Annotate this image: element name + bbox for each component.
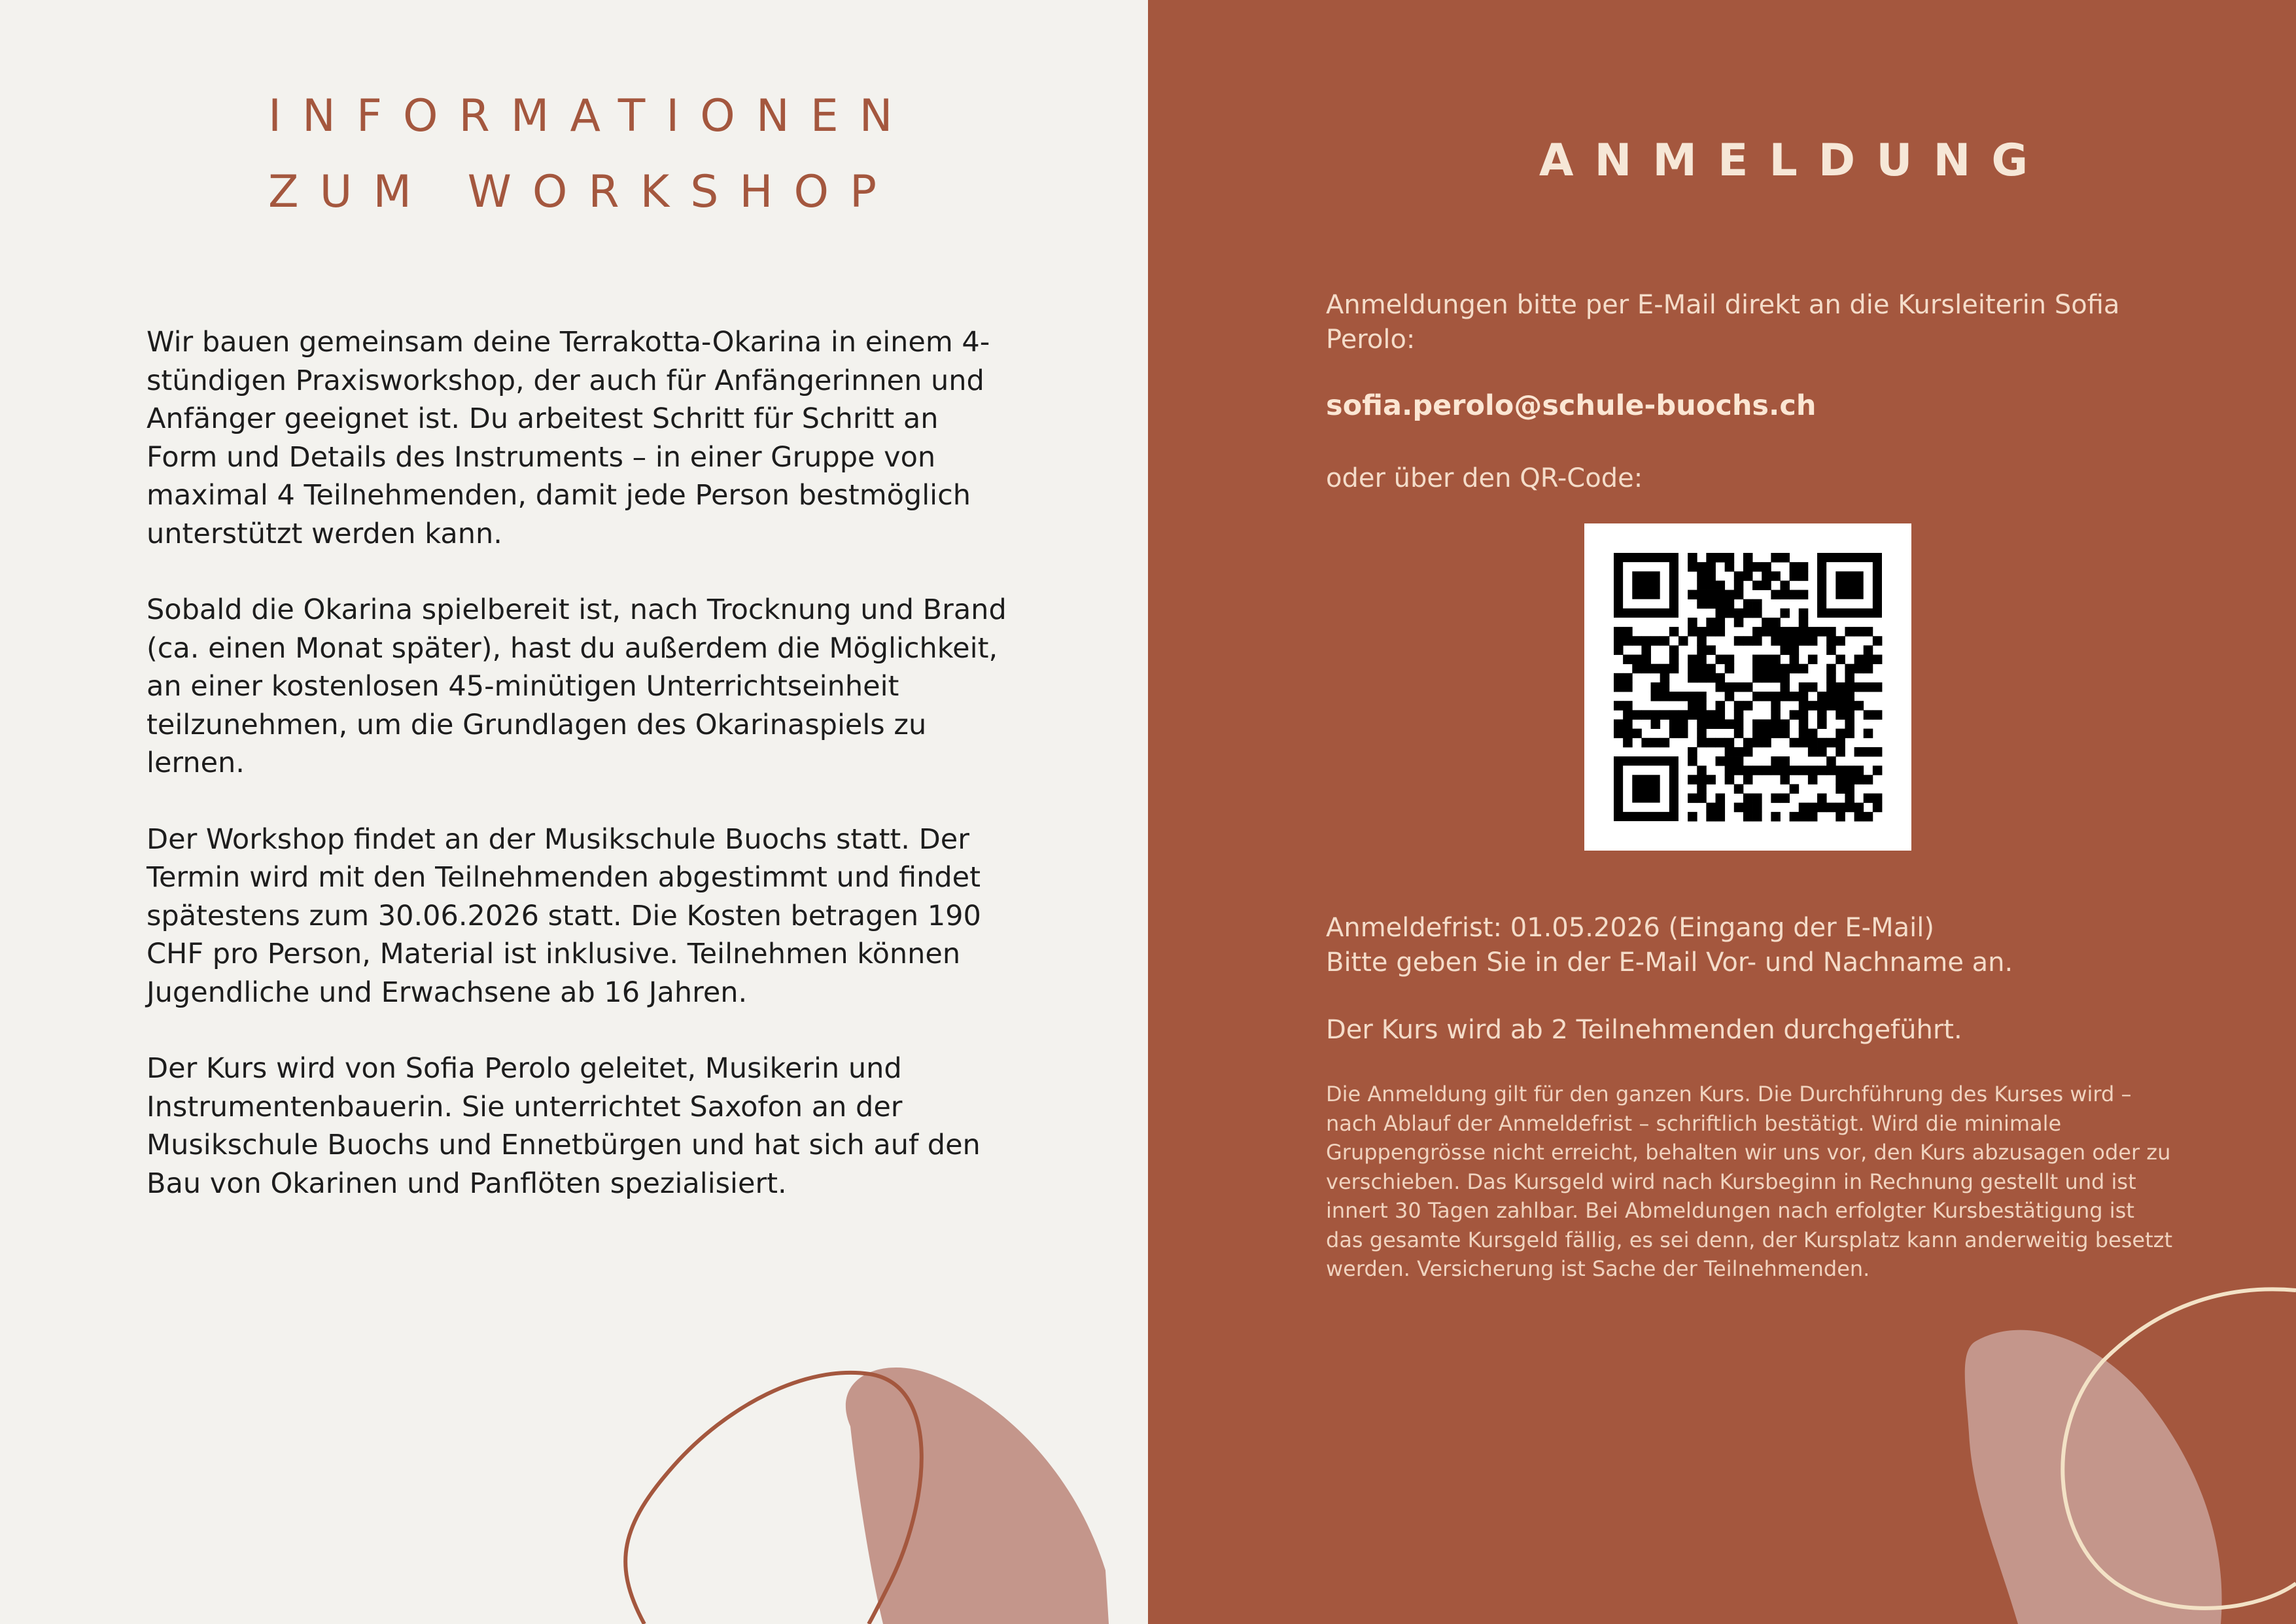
registration-fine-print: Die Anmeldung gilt für den ganzen Kurs. Die Durchführung des Kurses wird – nach Ablauf der Anmeldefrist – schriftlich bestätigt. Wird die minimale Gruppengrösse nicht erreicht, behalten wir uns vor, den Kurs abzusagen oder zu verschieben. Das Kursgeld wird nach Kursbeginn in Rechnung gestellt und ist innert 30 Tagen zahlbar. Bei Abmeldungen nach erfolgter Kursbestätigung ist das gesamte Kursgeld fällig, es sei denn, der Kursplatz kann anderweitig besetzt werden. Versicherung ist Sache der Teilnehmenden.: [1326, 1082, 2172, 1281]
info-title-line-2: ZUM WORKSHOP: [268, 166, 898, 218]
registration-email-link[interactable]: sofia.perolo@schule-buochs.ch: [1326, 389, 1817, 422]
info-title-line-1: INFORMATIONEN: [268, 90, 914, 142]
info-paragraph-instructor: Der Kurs wird von Sofia Perolo geleitet, Musikerin und Instrumentenbauerin. Sie unterrichtet Saxofon an der Musikschule Buochs und Ennetbürgen und hat sich auf den Bau von Okarinen und Panflöten spezialisiert.: [147, 1052, 981, 1200]
info-paragraph-location-costs: Der Workshop findet an der Musikschule Buochs statt. Der Termin wird mit den Teilnehmenden abgestimmt und findet spätestens zum 30.06.2026 statt. Die Kosten betragen 190 CHF pro Person, Material ist inklusive. Teilnehmen können Jugendliche und Erwachsene ab 16 Jahren.: [147, 822, 981, 1009]
registration-deadline-block: [1326, 911, 2189, 980]
info-paragraph-workshop: Wir bauen gemeinsam deine Terrakotta-Okarina in einem 4-stündigen Praxisworkshop, der auch für Anfängerinnen und Anfänger geeignet ist. Du arbeitest Schritt für Schritt an Form und Details des Instruments – in einer Gruppe von maximal 4 Teilnehmenden, damit jede Person bestmöglich unterstützt werden kann.: [147, 326, 990, 550]
left-blob-shape: [846, 1368, 1109, 1624]
registration-deadline: Anmeldefrist: 01.05.2026 (Eingang der E-Mail): [1326, 913, 1934, 943]
qr-code-label: oder über den QR-Code:: [1326, 463, 1643, 493]
registration-minimum: Der Kurs wird ab 2 Teilnehmenden durchgeführt.: [1326, 1015, 1962, 1045]
qr-code-icon[interactable]: [1584, 523, 1911, 851]
qr-code-graphic: [1584, 523, 1911, 851]
info-paragraph-lesson: Sobald die Okarina spielbereit ist, nach Trocknung und Brand (ca. einen Monat später), hast du außerdem die Möglichkeit, an einer kostenlosen 45-minütigen Unterrichtseinheit teilzunehmen, um die Grundlagen des Okarinaspiels zu lernen.: [147, 593, 1007, 779]
registration-title: ANMELDUNG: [1539, 135, 2049, 186]
registration-intro: Anmeldungen bitte per E-Mail direkt an die Kursleiterin Sofia Perolo:: [1326, 290, 2120, 355]
registration-name-note: Bitte geben Sie in der E-Mail Vor- und Nachname an.: [1326, 947, 2013, 978]
